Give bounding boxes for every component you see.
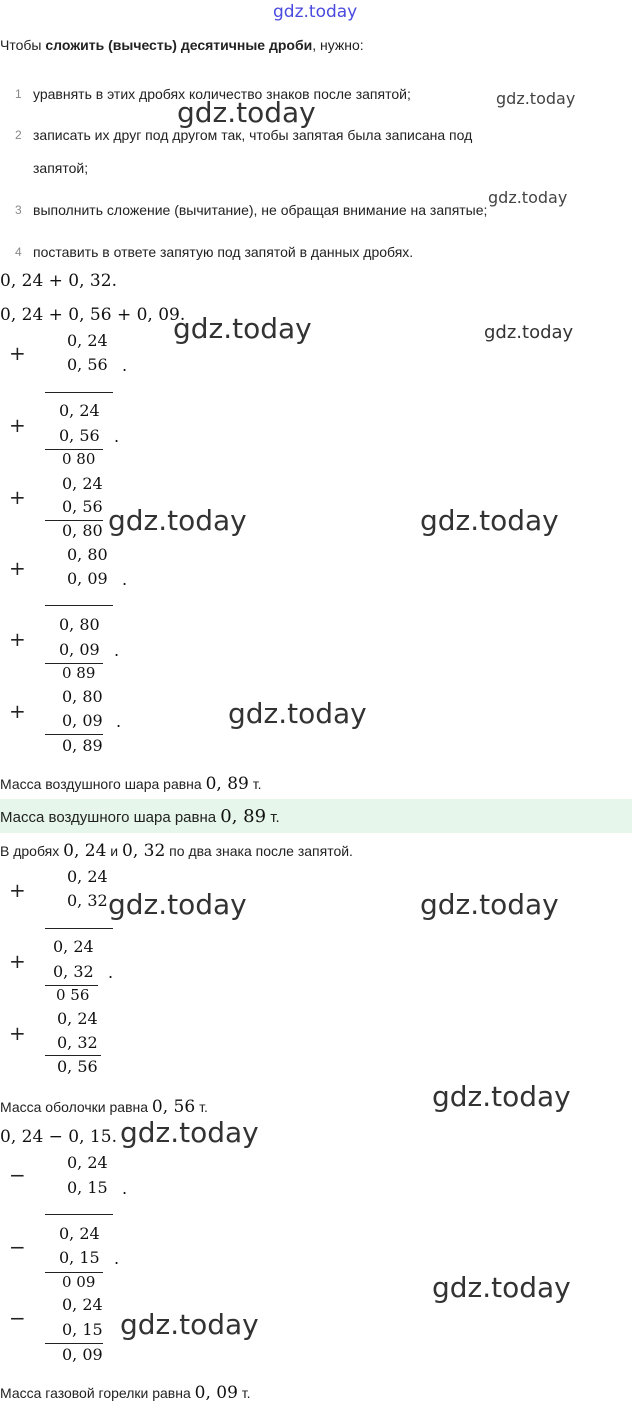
watermark: gdz.today <box>496 89 576 108</box>
operator-sign: + <box>9 1021 26 1045</box>
answer-value: 0, 89 <box>205 774 249 794</box>
expression: 0, 24 + 0, 32. <box>0 271 117 291</box>
operand: 0, 15 <box>67 1178 108 1197</box>
sum-line <box>45 928 113 929</box>
sum-line <box>45 605 113 606</box>
intro-bold: сложить (вычесть) десятичные дроби <box>45 37 313 53</box>
operand: 0, 24 <box>53 937 94 956</box>
operator-sign: − <box>9 1306 26 1330</box>
intro-prefix: Чтобы <box>0 37 46 53</box>
operand: 0, 09 <box>67 569 108 588</box>
operator-sign: − <box>9 1235 26 1259</box>
step-number: 2 <box>15 128 22 142</box>
operator-sign: + <box>9 627 26 651</box>
answer-label: Масса газовой горелки равна <box>0 1385 195 1401</box>
note-part: по два знака после запятой. <box>165 843 353 859</box>
step-number: 3 <box>15 203 22 217</box>
operand: 0, 80 <box>62 687 103 706</box>
answer-value: 0, 56 <box>151 1097 196 1117</box>
operand: 0, 32 <box>57 1033 98 1052</box>
operator-sign: + <box>9 949 26 973</box>
note-part: В дробях <box>0 843 64 859</box>
result: 0, 09 <box>62 1345 103 1364</box>
period: . <box>122 1179 128 1198</box>
watermark: gdz.today <box>484 322 574 343</box>
period: . <box>114 1249 120 1268</box>
operand: 0, 09 <box>59 640 100 659</box>
answer-unit: т. <box>237 1385 251 1401</box>
result: 0, 56 <box>57 1057 98 1076</box>
operator-sign: + <box>9 485 26 509</box>
operand: 0, 24 <box>57 1009 98 1028</box>
watermark: gdz.today <box>108 888 247 921</box>
step-text: уравнять в этих дробях количество знаков после запятой; <box>33 86 411 102</box>
operand: 0, 32 <box>67 891 108 910</box>
operand: 0, 15 <box>59 1248 100 1267</box>
answer-unit: т. <box>195 1099 208 1115</box>
step-text: запятой; <box>33 160 89 176</box>
watermark: gdz.today <box>432 1271 571 1304</box>
answer-value: 0, 89 <box>220 806 267 827</box>
watermark: gdz.today <box>420 504 559 537</box>
watermark: gdz.today <box>120 1116 259 1149</box>
operand: 0, 24 <box>62 1295 103 1314</box>
answer-text <box>0 1383 251 1403</box>
answer-value: 0, 09 <box>194 1383 238 1403</box>
step-text: поставить в ответе запятую под запятой в данных дробях. <box>33 244 414 260</box>
header-watermark: gdz.today <box>273 2 358 22</box>
result: 0 56 <box>56 986 90 1004</box>
operator-sign: + <box>9 878 26 902</box>
note-value: 0, 32 <box>122 841 166 861</box>
answer-label: Масса воздушного шара равна <box>0 776 206 792</box>
step-number: 4 <box>15 245 22 259</box>
sum-line <box>45 1055 101 1056</box>
watermark: gdz.today <box>173 312 312 345</box>
operand: 0, 24 <box>59 401 100 420</box>
period: . <box>114 641 120 660</box>
watermark: gdz.today <box>420 888 559 921</box>
expression: 0, 24 − 0, 15. <box>0 1127 117 1147</box>
operand: 0, 24 <box>67 867 108 886</box>
operand: 0, 24 <box>67 1153 108 1172</box>
result: 0 80 <box>62 450 96 468</box>
operand: 0, 80 <box>59 615 100 634</box>
watermark: gdz.today <box>228 697 367 730</box>
expression: 0, 24 + 0, 56 + 0, 09. <box>0 305 186 325</box>
sum-line <box>45 734 103 735</box>
answer-text <box>0 1097 208 1117</box>
operand: 0, 15 <box>62 1320 103 1339</box>
answer-unit: т. <box>248 776 262 792</box>
note-part: и <box>106 843 123 859</box>
intro-text <box>0 37 364 53</box>
result: 0, 80 <box>62 521 103 540</box>
watermark: gdz.today <box>432 1080 571 1113</box>
watermark: gdz.today <box>177 96 316 129</box>
step-text: записать их друг под другом так, чтобы запятая была записана под <box>33 127 473 143</box>
period: . <box>122 570 128 589</box>
operand: 0, 24 <box>59 1224 100 1243</box>
sum-line <box>45 392 113 393</box>
answer-text <box>0 774 262 794</box>
answer-label: Масса оболочки равна <box>0 1099 152 1115</box>
note-value: 0, 24 <box>63 841 107 861</box>
operand: 0, 56 <box>67 355 108 374</box>
operand: 0, 09 <box>62 711 103 730</box>
operator-sign: + <box>9 413 26 437</box>
intro-suffix: , нужно: <box>312 37 364 53</box>
period: . <box>114 427 120 446</box>
result: 0 09 <box>62 1273 96 1291</box>
result: 0 89 <box>62 664 96 682</box>
operand: 0, 56 <box>62 497 103 516</box>
operator-sign: − <box>9 1163 26 1187</box>
diff-line <box>45 1214 113 1215</box>
operand: 0, 24 <box>67 331 108 350</box>
operand: 0, 80 <box>67 545 108 564</box>
operand: 0, 24 <box>62 474 103 493</box>
watermark: gdz.today <box>108 504 247 537</box>
operator-sign: + <box>9 699 26 723</box>
answer-text-highlighted <box>0 806 280 827</box>
answer-label: Масса воздушного шара равна <box>0 809 221 826</box>
period: . <box>122 356 128 375</box>
operator-sign: + <box>9 556 26 580</box>
step-text: выполнить сложение (вычитание), не обращая внимание на запятые; <box>33 202 488 218</box>
fractions-note <box>0 841 353 861</box>
period: . <box>108 963 114 982</box>
watermark: gdz.today <box>120 1308 259 1341</box>
operand: 0, 56 <box>59 426 100 445</box>
diff-line <box>45 1343 103 1344</box>
step-number: 1 <box>15 87 22 101</box>
period: . <box>116 712 122 731</box>
operator-sign: + <box>9 341 26 365</box>
operand: 0, 32 <box>53 962 94 981</box>
watermark: gdz.today <box>488 188 568 207</box>
result: 0, 89 <box>62 736 103 755</box>
answer-unit: т. <box>266 809 280 826</box>
